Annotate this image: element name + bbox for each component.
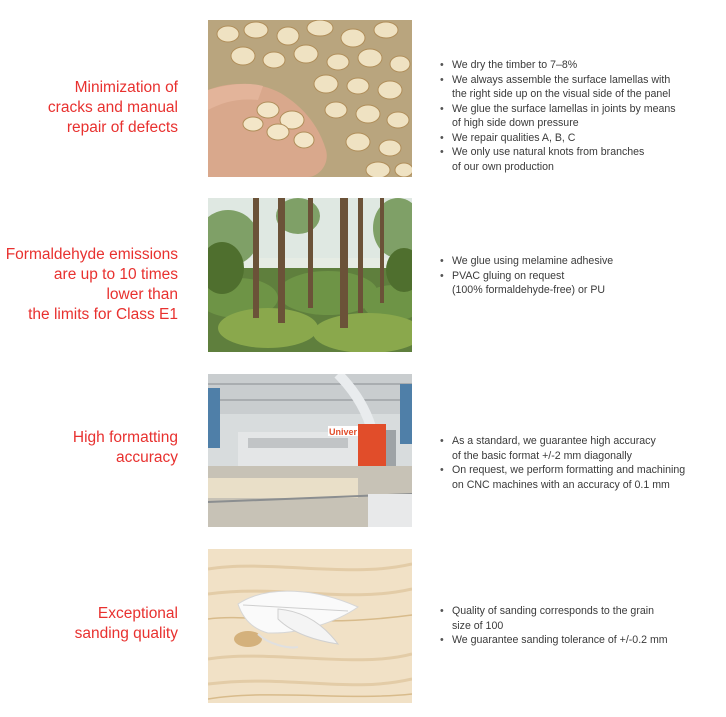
list-item: • We guarantee sanding tolerance of +/-0.2 mm bbox=[440, 633, 725, 648]
feature-list bbox=[440, 604, 725, 648]
list-item: • We repair qualities A, B, C bbox=[440, 131, 725, 146]
section-heading: Formaldehyde emissions are up to 10 times lower than the limits for Class E1 bbox=[5, 246, 178, 323]
section-heading: High formatting accuracy bbox=[72, 429, 178, 466]
list-item: • As a standard, we guarantee high accuracy of the basic format +/-2 mm diagonally bbox=[440, 434, 725, 463]
machine-brand-label: Univer bbox=[329, 427, 358, 437]
section-heading: Minimization of cracks and manual repair of defects bbox=[47, 79, 178, 136]
wooden-knots-photo bbox=[208, 20, 412, 177]
cnc-machine-photo bbox=[208, 374, 412, 527]
list-item: • We dry the timber to 7–8% bbox=[440, 58, 725, 73]
list-item: • We glue using melamine adhesive bbox=[440, 254, 725, 269]
list-item: • PVAC gluing on request (100% formaldehyde-free) or PU bbox=[440, 269, 725, 298]
list-item: • We glue the surface lamellas in joints by means of high side down pressure bbox=[440, 102, 725, 131]
list-item: • On request, we perform formatting and machining on CNC machines with an accuracy of 0.1 mm bbox=[440, 463, 725, 492]
feature-list bbox=[440, 254, 725, 298]
section-heading: Exceptional sanding quality bbox=[74, 605, 178, 642]
list-item: • Quality of sanding corresponds to the grain size of 100 bbox=[440, 604, 725, 633]
forest-photo bbox=[208, 198, 412, 352]
feather-on-wood-photo bbox=[208, 549, 412, 703]
feature-list bbox=[440, 434, 725, 492]
list-item: • We always assemble the surface lamellas with the right side up on the visual side of the panel bbox=[440, 73, 725, 102]
feature-list bbox=[440, 58, 725, 174]
list-item: • We only use natural knots from branches of our own production bbox=[440, 145, 725, 174]
